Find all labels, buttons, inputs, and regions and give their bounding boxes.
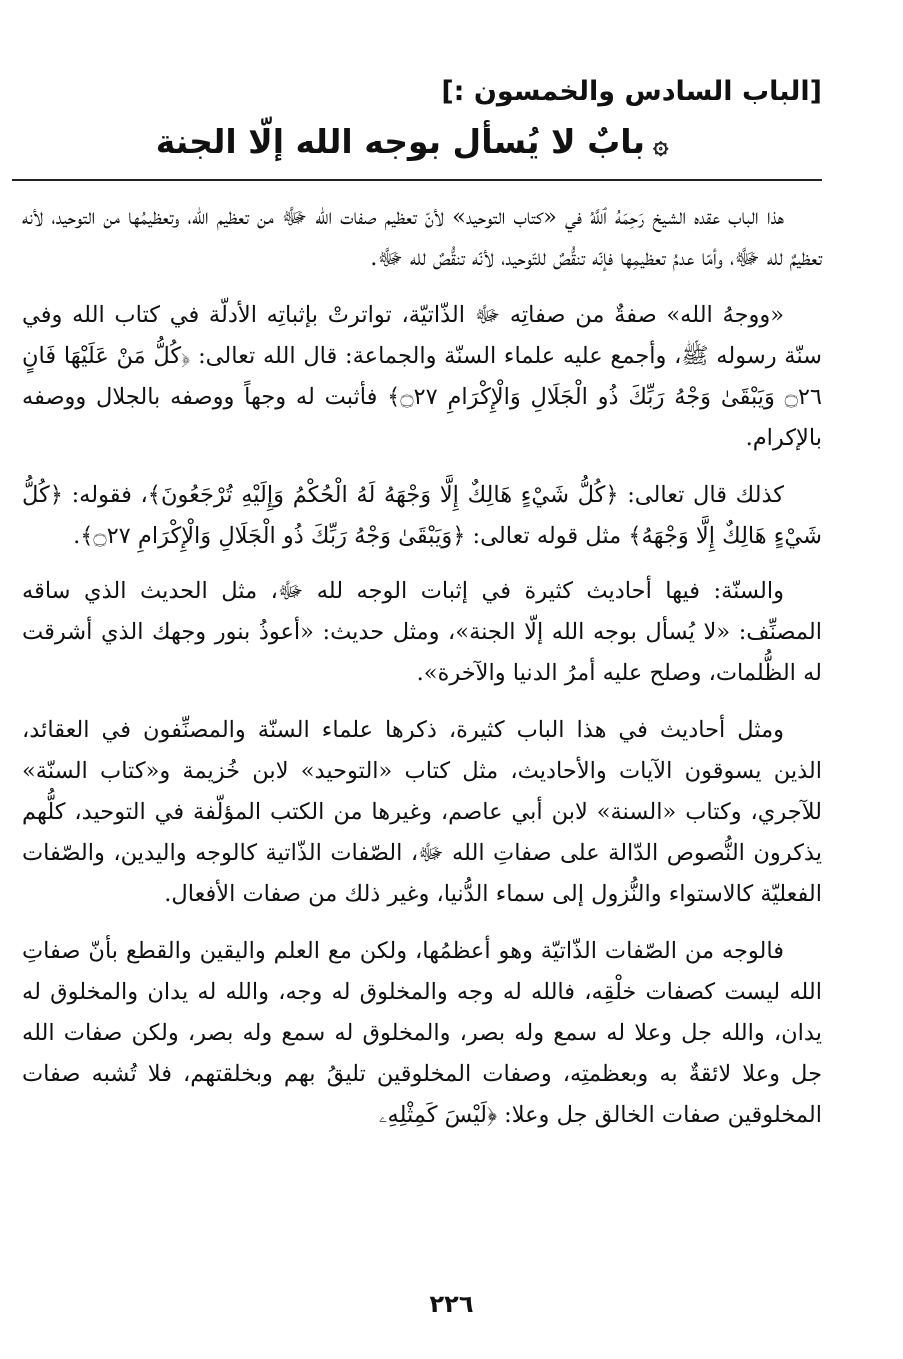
page-number: ٢٢٦ xyxy=(429,1290,474,1318)
paragraph: «ووجهُ الله» صفةٌ من صفاتِه ﷻ الذّاتيّة، تواترتْ بإثباتِه الأدلّة في كتاب الله وفي سنّة رسوله ﷺ، وأجمع عليه علماء السنّة والجماعة: قال الله تعالى: ﴿كُلُّ مَنْ عَلَيْهَا فَانٍ ۝٢٦ وَيَبْقَىٰ وَجْهُ رَبِّكَ ذُو الْجَلَالِ وَالْإِكْرَامِ ۝٢٧﴾ فأثبت له وجهاً ووصفه بالجلال ووصفه بالإكرام. xyxy=(22,302,823,451)
chapter-title-text: بابٌ لا يُسأل بوجه الله إلّا الجنة xyxy=(155,122,646,161)
title-divider xyxy=(12,179,822,181)
ornament-icon: ۞ xyxy=(653,130,669,160)
book-page xyxy=(22,72,822,1152)
paragraph: ومثل أحاديث في هذا الباب كثيرة، ذكرها علماء السنّة والمصنِّفون في العقائد، الذين يسوقون الآيات والأحاديث، مثل كتاب «التوحيد» لابن خُزيمة و«كتاب السنّة» للآجري، وكتاب «السنة» لابن أبي عاصم، وغيرها من الكتب المؤلّفة في التوحيد، كلُّهم يذكرون النُّصوص الدّالة على صفاتِ الله ﷻ، الصّفات الذّاتية كالوجه واليدين، والصّفات الفعليّة كالاستواء والنُّزول إلى سماء الدُّنيا، وغير ذلك من صفات الأفعال. xyxy=(22,717,822,907)
chapter-title xyxy=(22,116,822,171)
paragraph: كذلك قال تعالى: ﴿كُلُّ شَيْءٍ هَالِكٌ إِلَّا وَجْهَهُ لَهُ الْحُكْمُ وَإِلَيْهِ تُرْجَعُونَ﴾، فقوله: ﴿كُلُّ شَيْءٍ هَالِكٌ إِلَّا وَجْهَهُ﴾ مثل قوله تعالى: ﴿وَيَبْقَىٰ وَجْهُ رَبِّكَ ذُو الْجَلَالِ وَالْإِكْرَامِ ۝٢٧﴾. xyxy=(22,482,822,549)
paragraph: والسنّة: فيها أحاديث كثيرة في إثبات الوجه لله ﷻ، مثل الحديث الذي ساقه المصنِّف: «لا يُسأل بوجه الله إلّا الجنة»، ومثل حديث: «أعوذُ بنور وجهك الذي أشرقت له الظُّلمات، وصلح عليه أمرُ الدنيا والآخرة». xyxy=(22,578,822,686)
paragraph: هذا الباب عقده الشيخ رَحِمَهُ ٱللَّهُ في «كتاب التوحيد» لأنّ تعظيم صفات الله ﷻ من تعظيم الله، وتعظيمُها من التوحيد، لأنه تعظيمٌ لله ﷻ، وأمّا عدمُ تعظيمِها فإنّه تنقُّصٌ للتّوحيد، لأنّه تنقُّصٌ لله ﷻ. xyxy=(22,204,822,271)
chapter-label: [الباب السادس والخمسون :] xyxy=(441,76,822,107)
paragraph: فالوجه من الصّفات الذّاتيّة وهو أعظمُها، ولكن مع العلم واليقين والقطع بأنّ صفاتِ الله ليست كصفات خلْقِه، فالله له وجه والمخلوق له وجه، والله له يدان والمخلوق له يدان، والله جل وعلا له سمع وله بصر، والمخلوق له سمع وله بصر، ولكن صفات الله جل وعلا لائقةٌ به وبعظمتِه، وصفات المخلوقين تليقُ بهم وبخلقتهم، فلا تُشبه صفات المخلوقين صفات الخالق جل وعلا: ﴿لَيْسَ كَمِثْلِهِۦ xyxy=(22,938,822,1128)
